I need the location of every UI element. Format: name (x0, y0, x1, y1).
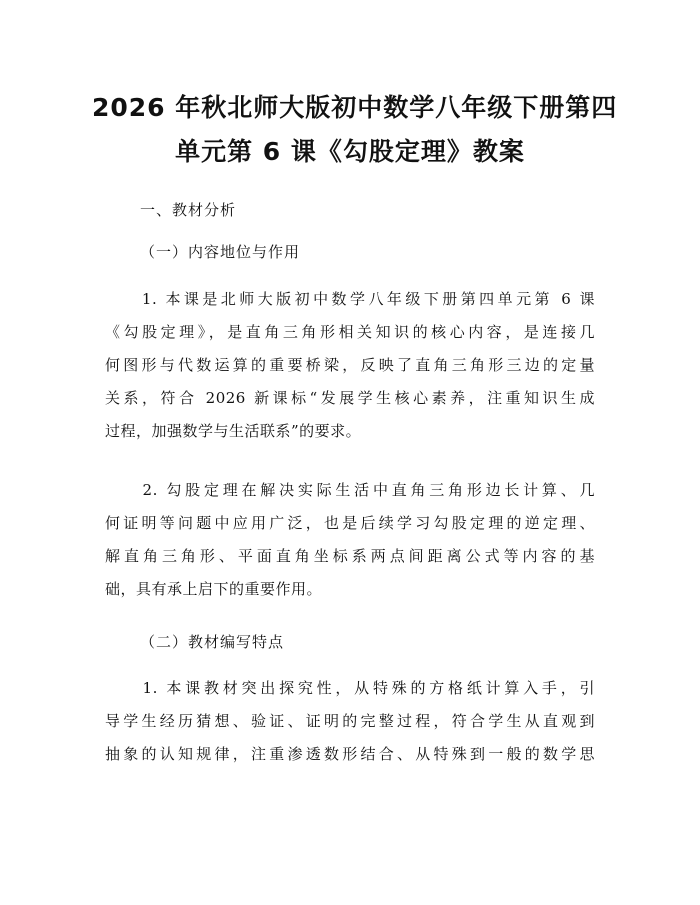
paragraph-line: 抽象的认知规律，注重渗透数形结合、从特殊到一般的数学思 (105, 745, 595, 763)
paragraph-line: 《勾股定理》，是直角三角形相关知识的核心内容，是连接几 (105, 323, 595, 341)
document-title-line-1: 2026 年秋北师大版初中数学八年级下册第四 (92, 93, 618, 122)
subsection-heading-content-role: （一）内容地位与作用 (140, 243, 301, 261)
paragraph-line: 导学生经历猜想、验证、证明的完整过程，符合学生从直观到 (105, 712, 595, 730)
paragraph-content-role-1 (105, 283, 595, 448)
paragraph-line: 2. 勾股定理在解决实际生活中直角三角形边长计算、几 (105, 481, 595, 499)
paragraph-line: 解直角三角形、平面直角坐标系两点间距离公式等内容的基 (105, 547, 595, 565)
document-title-line-2: 单元第 6 课《勾股定理》教案 (175, 137, 525, 166)
paragraph-textbook-features-1 (105, 672, 595, 771)
section-heading-textbook-analysis: 一、教材分析 (140, 201, 237, 219)
paragraph-line: 过程，加强数学与生活联系”的要求。 (105, 422, 362, 440)
paragraph-line: 关系，符合 2026 新课标“发展学生核心素养，注重知识生成 (105, 389, 595, 407)
paragraph-line: 础，具有承上启下的重要作用。 (105, 580, 323, 598)
subsection-heading-textbook-features: （二）教材编写特点 (140, 633, 285, 651)
paragraph-line: 何证明等问题中应用广泛，也是后续学习勾股定理的逆定理、 (105, 514, 595, 532)
paragraph-line: 1. 本课是北师大版初中数学八年级下册第四单元第 6 课 (105, 290, 595, 308)
paragraph-line: 1. 本课教材突出探究性，从特殊的方格纸计算入手，引 (105, 679, 595, 697)
paragraph-content-role-2 (105, 474, 595, 606)
paragraph-line: 何图形与代数运算的重要桥梁，反映了直角三角形三边的定量 (105, 356, 595, 374)
